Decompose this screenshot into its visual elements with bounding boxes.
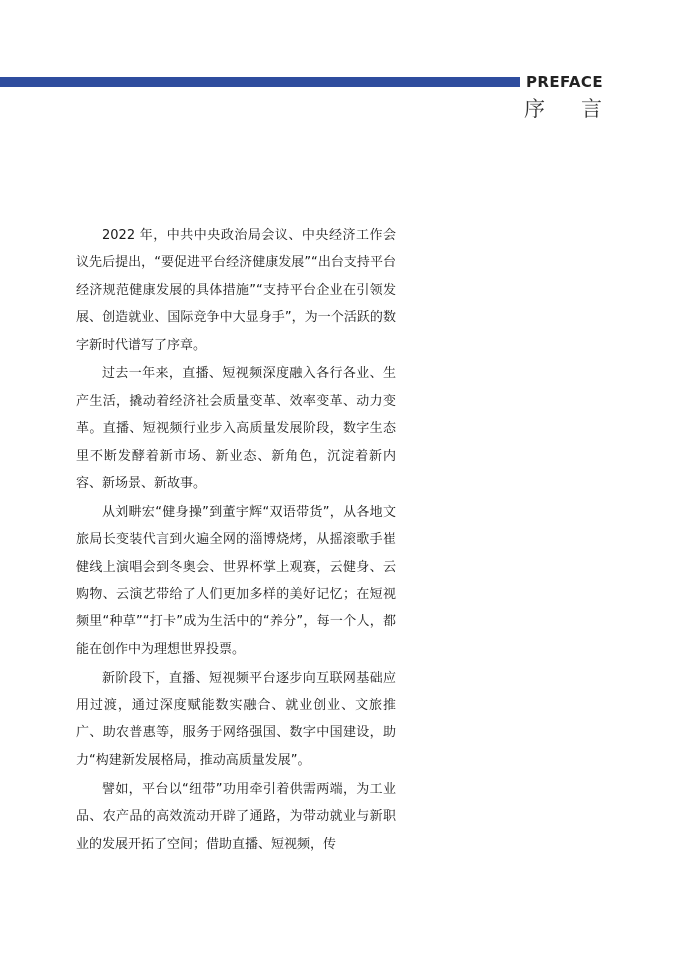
preface-english-label: PREFACE	[526, 73, 603, 91]
paragraph-5: 譬如，平台以“纽带”功用牵引着供需两端，为工业品、农产品的高效流动开辟了通路，为带动就业与新职业的发展开拓了空间；借助直播、短视频，传	[76, 781, 396, 852]
paragraph-4: 新阶段下，直播、短视频平台逐步向互联网基础应用过渡，通过深度赋能数实融合、就业创业、文旅推广、助农普惠等，服务于网络强国、数字中国建设，助力“构建新发展格局，推动高质量发展”。	[76, 670, 396, 768]
title-char-1: 序	[524, 97, 545, 121]
paragraph-1: 2022 年，中共中央政治局会议、中央经济工作会议先后提出，“要促进平台经济健康发展”“出台支持平台经济规范健康发展的具体措施”“支持平台企业在引领发展、创造就业、国际竞争中大显身手”，为一个活跃的数字新时代谱写了序章。	[76, 228, 396, 353]
header-accent-bar	[0, 77, 520, 87]
preface-body	[76, 222, 396, 859]
paragraph-3: 从刘畊宏“健身操”到董宇辉“双语带货”，从各地文旅局长变装代言到火遍全网的淄博烧烤，从摇滚歌手崔健线上演唱会到冬奥会、世界杯掌上观赛，云健身、云购物、云演艺带给了人们更加多样的美好记忆；在短视频里“种草”“打卡”成为生活中的“养分”，每一个人，都能在创作中为理想世界投票。	[76, 504, 396, 657]
preface-chinese-title	[524, 96, 602, 122]
title-char-2: 言	[581, 97, 602, 121]
paragraph-2: 过去一年来，直播、短视频深度融入各行各业、生产生活，撬动着经济社会质量变革、效率变革、动力变革。直播、短视频行业步入高质量发展阶段，数字生态里不断发酵着新市场、新业态、新角色，沉淀着新内容、新场景、新故事。	[76, 366, 396, 492]
